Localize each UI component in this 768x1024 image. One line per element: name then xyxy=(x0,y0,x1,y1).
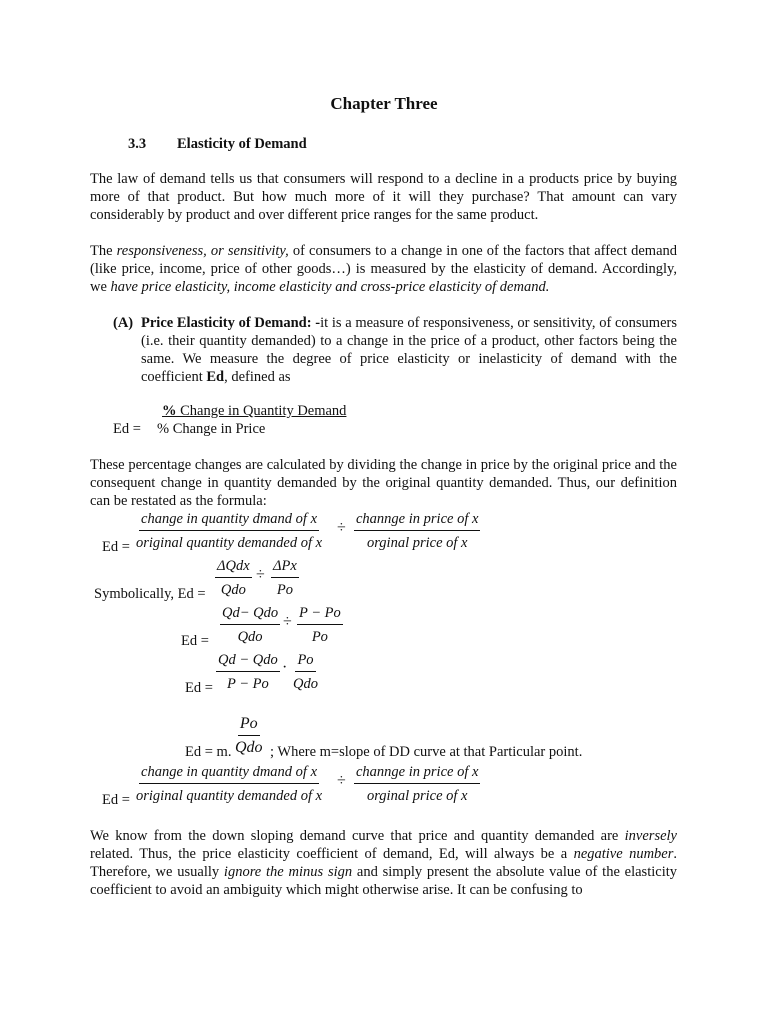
formula1-num2: channge in price of x xyxy=(354,510,480,531)
formula4-num2: Po xyxy=(295,651,315,672)
def-formula-percent: % xyxy=(162,403,177,419)
formula6-fraction-quantity xyxy=(134,763,324,805)
formula3-num1: Qd− Qdo xyxy=(220,604,280,625)
formula6-den2: orginal price of x xyxy=(366,788,468,804)
formula5-fraction xyxy=(233,715,265,757)
paragraph-law-of-demand: The law of demand tells us that consumers will respond to a decline in a products price by buying more of that product. But how much more of it will they purchase? That amount can vary considerably by product and over different price ranges for the same product. xyxy=(90,171,677,223)
formula1-num1: change in quantity dmand of x xyxy=(139,510,319,531)
formula4-den1: P − Po xyxy=(226,676,269,692)
item-a-text2: , defined as xyxy=(224,369,291,385)
para4-emphasis-negative: negative number xyxy=(573,846,674,862)
def-formula-lhs: Ed = xyxy=(113,421,141,437)
formula5-note: ; Where m=slope of DD curve at that Particular point. xyxy=(270,744,583,760)
formula2-divide-sign: ÷ xyxy=(256,566,265,583)
def-formula-denominator: % Change in Price xyxy=(157,421,266,437)
item-a-heading: Price Elasticity of Demand: - xyxy=(141,315,321,331)
para2-text-a: The xyxy=(90,243,117,259)
formula1-lhs: Ed = xyxy=(102,539,130,555)
para2-emphasis-elasticities: have price elasticity, income elasticity and cross-price elasticity of demand. xyxy=(110,279,550,295)
paragraph-percentage-changes: These percentage changes are calculated by dividing the change in price by the original price and the consequent change in quantity demanded by the original quantity demanded. Thus, our definition can be restated as the formula: xyxy=(90,457,677,509)
formula1-den1: original quantity demanded of x xyxy=(136,535,323,551)
formula6-lhs: Ed = xyxy=(102,792,130,808)
formula5-den: Qdo xyxy=(235,739,263,756)
formula3-fraction-quantity xyxy=(220,604,280,646)
formula5-lhs: Ed = m. xyxy=(185,744,232,760)
formula6-fraction-price xyxy=(354,763,480,805)
paragraph-responsiveness xyxy=(90,242,677,296)
formula1-den2: orginal price of x xyxy=(366,535,468,551)
def-formula-numerator-text: Change in Quantity Demand xyxy=(176,403,347,419)
formula1-fraction-price xyxy=(354,510,480,552)
formula4-fraction-price xyxy=(291,651,320,693)
formula1-fraction-quantity xyxy=(134,510,324,552)
section-number: 3.3 xyxy=(128,136,147,152)
para4-text-g: and simply present the absolute value of the elasticity coefficient to avoid an ambiguity which might otherwise arise. It can be confusing to xyxy=(90,864,678,898)
formula2-den1: Qdo xyxy=(220,582,246,598)
formula2-lhs: Symbolically, Ed = xyxy=(94,586,206,602)
def-formula-numerator xyxy=(162,403,346,420)
chapter-title: Chapter Three xyxy=(330,94,438,113)
formula4-den2: Qdo xyxy=(293,676,318,692)
formula6-num2: channge in price of x xyxy=(354,763,480,784)
formula6-divide-sign: ÷ xyxy=(337,772,346,789)
formula3-den2: Po xyxy=(311,629,328,645)
item-a-price-elasticity xyxy=(113,314,677,386)
formula3-den1: Qdo xyxy=(237,629,263,645)
para4-text-c: related. Thus, the price elasticity coefficient of demand, Ed, will always be a xyxy=(90,846,574,862)
item-a-coefficient: Ed xyxy=(206,369,225,385)
formula4-fraction-quantity xyxy=(216,651,280,693)
section-title: Elasticity of Demand xyxy=(177,136,307,152)
para2-text-c: of consumers to a change in one of the factors that affect demand (like price, income, price of other goods…) is measured by the elasticity of demand. Accordingly, we xyxy=(90,243,677,295)
formula2-num1: ΔQdx xyxy=(215,557,252,578)
formula1-divide-sign: ÷ xyxy=(337,519,346,536)
formula3-fraction-price xyxy=(297,604,343,646)
formula2-fraction-quantity xyxy=(215,557,252,599)
item-a-label: (A) xyxy=(113,315,134,331)
para4-emphasis-minus-sign: ignore the minus sign xyxy=(223,864,353,880)
formula3-num2: P − Po xyxy=(297,604,343,625)
paragraph-inverse-relation xyxy=(90,827,677,899)
formula6-den1: original quantity demanded of x xyxy=(136,788,323,804)
para4-text-a: We know from the down sloping demand curve that price and quantity demanded are xyxy=(90,828,625,844)
formula5-num: Po xyxy=(238,715,260,736)
formula3-divide-sign: ÷ xyxy=(283,613,292,630)
item-a-text1: it is a measure of responsiveness, or sensitivity, of consumers (i.e. their quantity demanded) to a change in the price of a product, other factors being the same. We measure the degree of price elasticity or inelasticity of demand with the coefficient xyxy=(141,315,677,385)
formula6-num1: change in quantity dmand of x xyxy=(139,763,319,784)
para4-emphasis-inversely: inversely xyxy=(624,828,677,844)
formula3-lhs: Ed = xyxy=(181,633,209,649)
formula4-lhs: Ed = xyxy=(185,680,213,696)
formula4-num1: Qd − Qdo xyxy=(216,651,280,672)
formula2-fraction-price xyxy=(271,557,299,599)
formula2-num2: ΔPx xyxy=(271,557,299,578)
para2-emphasis-responsiveness: responsiveness, or sensitivity, xyxy=(116,243,289,259)
formula2-den2: Po xyxy=(276,582,293,598)
para4-text-e: . Therefore, we usually xyxy=(90,846,677,880)
formula4-multiply-dot: · xyxy=(282,659,288,676)
